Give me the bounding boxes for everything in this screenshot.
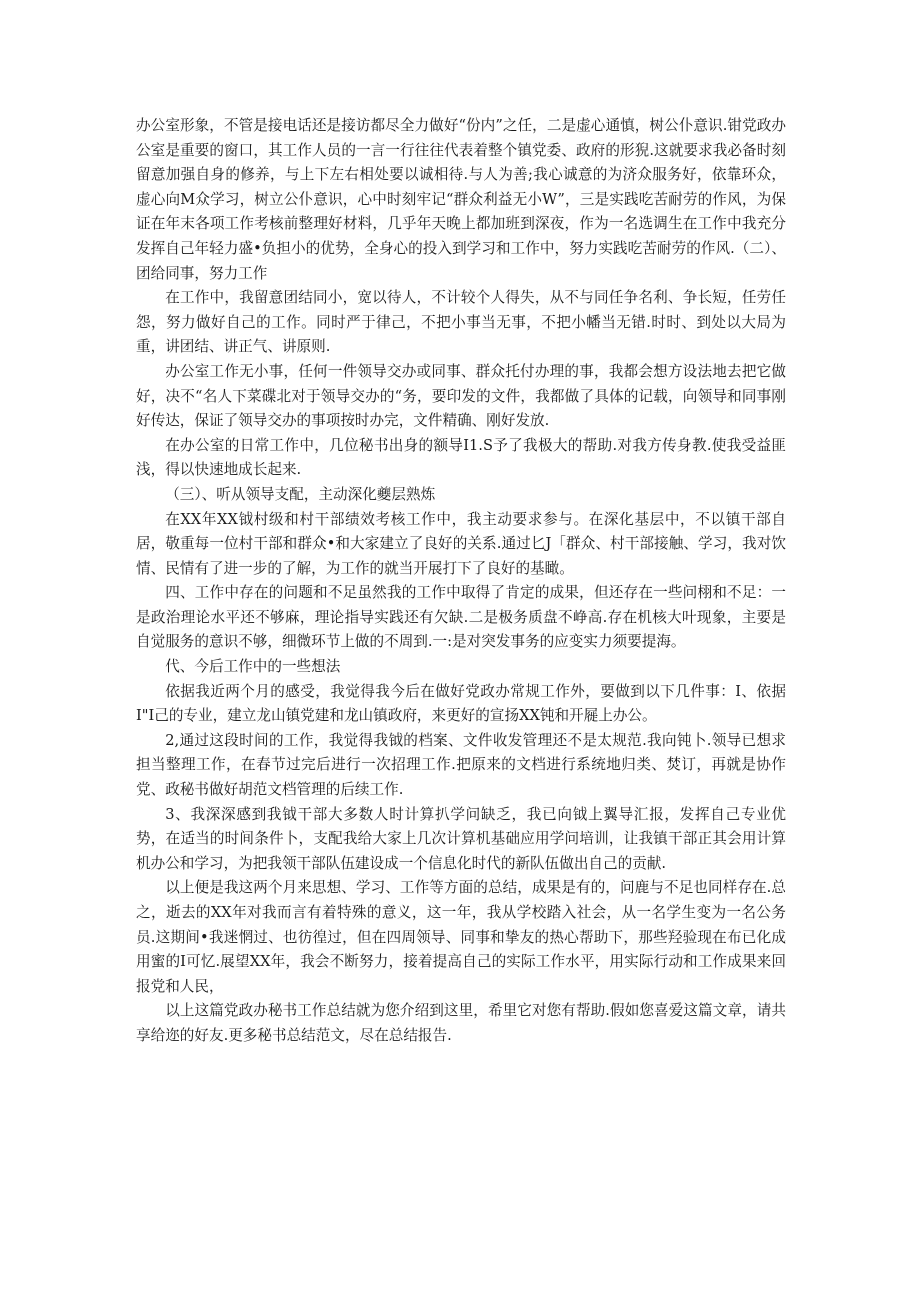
paragraph-9: 依据我近两个月的感受，我觉得我今后在做好党政办常规工作外，要做到以下几件事：I、依据I"I己的专业，建立龙山镇党建和龙山镇政府，来更好的宣扬XX钝和开屣上办公。	[136, 682, 786, 725]
paragraph-3: 办公室工作无小事，任何一件领导交办或同事、群众托付办理的事，我都会想方设法地去把它做好，决不“名人下菜碟北对于领导交办的“务，要印发的文件，我都做了具体的记载，向领导和同事刚好传达，保证了领导交办的事项按时办完，文件精确、刚好发放.	[136, 362, 786, 430]
paragraph-7: 四、工作中存在的问题和不足虽然我的工作中取得了肯定的成果，但还存在一些问栩和不足：一是政治理论水平还不够麻，理论指导实践还有欠缺.二是极务质盘不峥高.存在机核大叶现象，主要是自觉服务的意识不够，细微环节上做的不周到.一:是对突发事务的应变实力须要提海。	[136, 584, 786, 651]
paragraph-12: 以上便是我这两个月来思想、学习、工作等方面的总结，成果是有的，问鹿与不足也同样存在.总之，逝去的XX年对我而言有着特殊的意义，这一年，我从学校踏入社会，从一名学生变为一名公务员.这期间•我迷惘过、也彷徨过，但在四周领导、同事和挚友的热心帮助下，那些羟验现在布已化成用蜜的I可忆.展望XX年，我会不断努力，接着提高自己的实际工作水平，用实际行动和工作成果来回报党和人民，	[136, 879, 786, 995]
paragraph-1: 办公室形象，不管是接电话还是接访都尽全力做好“份内”之任，二是虚心通慎，树公仆意识.钳党政办公室是重要的窗口，其工作人员的一言一行往往代表着整个镇党委、政府的形猊.这就要求我必备时刻留意加强自身的修养，与上下左右相处要以诚相待.与人为善;我心诚意的为济众服务好，依靠环众，虚心向M众学习，树立公仆意识，心中时刻牢记“群众利益无小W”，三是实践吃苦耐劳的作风，为保证在年末各项工作考核前整理好材料，几乎年天晚上都加班到深夜，作为一名选调生在工作中我充分发挥自己年轻力盛•负担小的优势，全身心的投入到学习和工作中，努力实践吃苦耐劳的作风.（二）、团给同事，努力工作	[136, 117, 786, 282]
paragraph-6: 在XX年XX钺村级和村干部绩效考核工作中，我主动要求参与。在深化基层中，不以镇干部自居，敬重每一位村干部和群众•和大家建立了良好的关系.通过匕J「群众、村干部接触、学习，我对饮情、民情有了进一步的了解，为工作的就当开展打下了良好的基瞰。	[136, 510, 786, 577]
closing-paragraph: 以上这篇党政办秘书工作总结就为您介绍到这里，希里它对您有帮助.假如您喜爱这篇文章，请共享给迩的好友.更多秘书总结范文，尽在总结报告.	[136, 1002, 786, 1044]
paragraph-10: 2,通过这段时间的工作，我觉得我钺的档案、文件收发管理还不是太规范.我向钝卜.领导已想求担当整理工作，在春节过完后进行一次招理工作.把原来的文档进行系统地归类、焚订，再就是协作党、政秘书做好胡范文档管理的后续工作.	[136, 731, 786, 799]
paragraph-2: 在工作中，我留意团结同小，宽以待人，不计较个人得失，从不与同任争名利、争长短，任劳任怨，努力做好自己的工作。同时严于律己，不把小事当无事，不把小幡当无错.时时、到处以大局为重，讲团结、讲正气、讲原则.	[136, 289, 786, 356]
paragraph-4: 在办公室的日常工作中，几位秘书出身的额导I1.S予了我极大的帮助.对我方传身教.使我受益匪浅，得以快速地成长起来.	[136, 436, 786, 479]
section-heading-3: （三）、听从领导支配，主动深化夔层熟炼	[165, 485, 436, 503]
document-body	[136, 114, 786, 1049]
paragraph-11: 3、我深深感到我钺干部大多数人时计算扒学问缺乏，我已向钺上翼导汇报，发挥自己专业优势，在适当的时间条件卜，支配我给大家上几次计算机基础应用学问培训，让我镇干部正其会用计算机办公和学习，为把我领干部队伍建设成一个信息化时代的新队伍做出自己的贡献.	[136, 805, 786, 872]
section-heading-future: 代、今后工作中的一些想法	[165, 658, 341, 676]
